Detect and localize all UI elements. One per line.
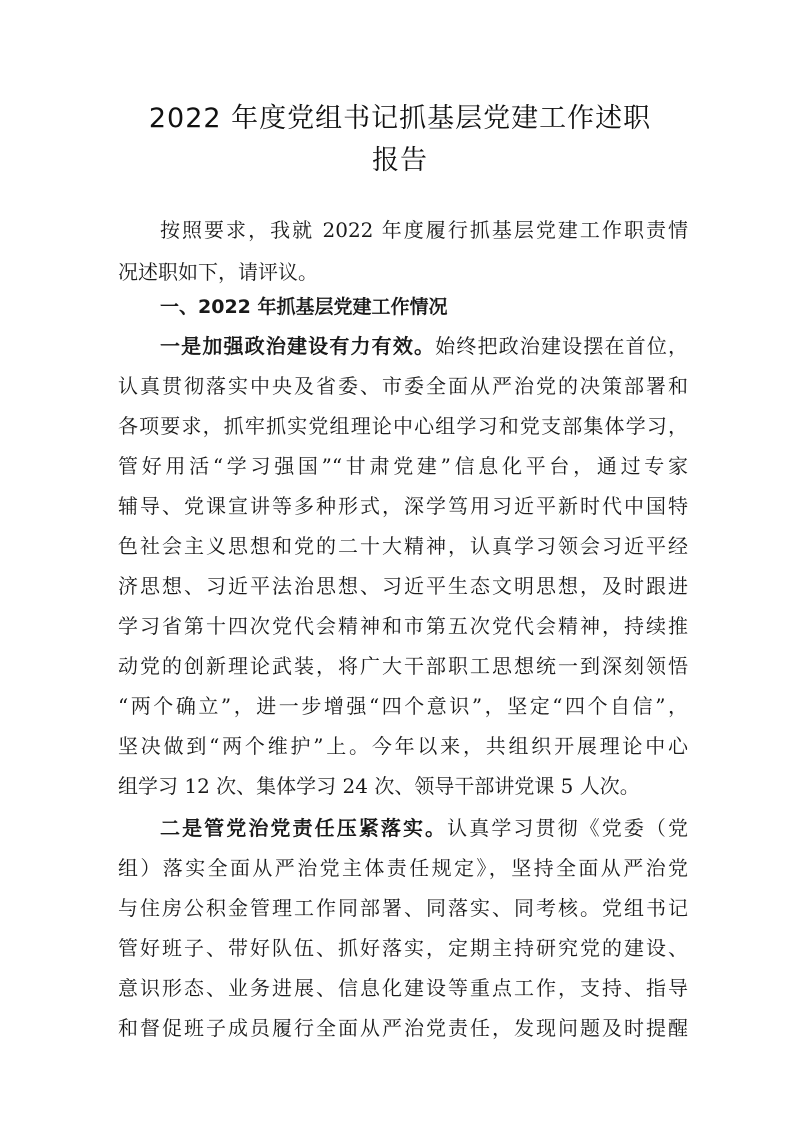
para1-line-11: 坚决做到“两个维护”上。今年以来，共组织开展理论中心 — [118, 734, 688, 758]
para2-line-6: 和督促班子成员履行全面从严治党责任，发现问题及时提醒 — [118, 1016, 688, 1040]
section1-heading: 一、2022 年抓基层党建工作情况 — [160, 296, 448, 318]
para1-line-9: 动党的创新理论武装，将广大干部职工思想统一到深刻领悟 — [118, 654, 688, 678]
para1-lead: 一是加强政治建设有力有效。 — [160, 334, 436, 358]
para1-line-2: 认真贯彻落实中央及省委、市委全面从严治党的决策部署和 — [118, 374, 688, 398]
para2-line-2: 组）落实全面从严治党主体责任规定》，坚持全面从严治党 — [118, 856, 688, 880]
para2-line-3: 与住房公积金管理工作同部署、同落实、同考核。党组书记 — [118, 896, 688, 920]
para1-line-8: 学习省第十四次党代会精神和市第五次党代会精神，持续推 — [118, 614, 688, 638]
para1-line-6: 色社会主义思想和党的二十大精神，认真学习领会习近平经 — [118, 534, 688, 558]
para1-line-3: 各项要求，抓牢抓实党组理论中心组学习和党支部集体学习， — [118, 414, 688, 438]
document-title-line2: 报告 — [372, 145, 428, 176]
intro-line-1: 按照要求，我就 2022 年度履行抓基层党建工作职责情 — [160, 218, 688, 242]
para2-line-5: 意识形态、业务进展、信息化建设等重点工作，支持、指导 — [118, 976, 688, 1000]
para1-line-10: “两个确立”，进一步增强“四个意识”，坚定“四个自信”， — [118, 694, 688, 718]
para2-line-1 — [118, 813, 688, 843]
para1-line-12: 组学习 12 次、集体学习 24 次、领导干部讲党课 5 人次。 — [118, 774, 640, 798]
para2-line1-rest: 认真学习贯彻《党委（党 — [447, 816, 689, 840]
para1-line1-rest: 始终把政治建设摆在首位， — [435, 334, 689, 358]
para2-line-4: 管好班子、带好队伍、抓好落实，定期主持研究党的建设、 — [118, 936, 688, 960]
document-title-line1: 2022 年度党组书记抓基层党建工作述职 — [148, 103, 652, 134]
para1-line-1 — [118, 331, 688, 361]
para1-line-7: 济思想、习近平法治思想、习近平生态文明思想，及时跟进 — [118, 574, 688, 598]
para2-lead: 二是管党治党责任压紧落实。 — [160, 816, 448, 840]
intro-line-2: 况述职如下，请评议。 — [118, 260, 318, 284]
para1-line-5: 辅导、党课宣讲等多种形式，深学笃用习近平新时代中国特 — [118, 494, 688, 518]
para1-line-4: 管好用活“学习强国”“甘肃党建”信息化平台，通过专家 — [118, 454, 688, 478]
